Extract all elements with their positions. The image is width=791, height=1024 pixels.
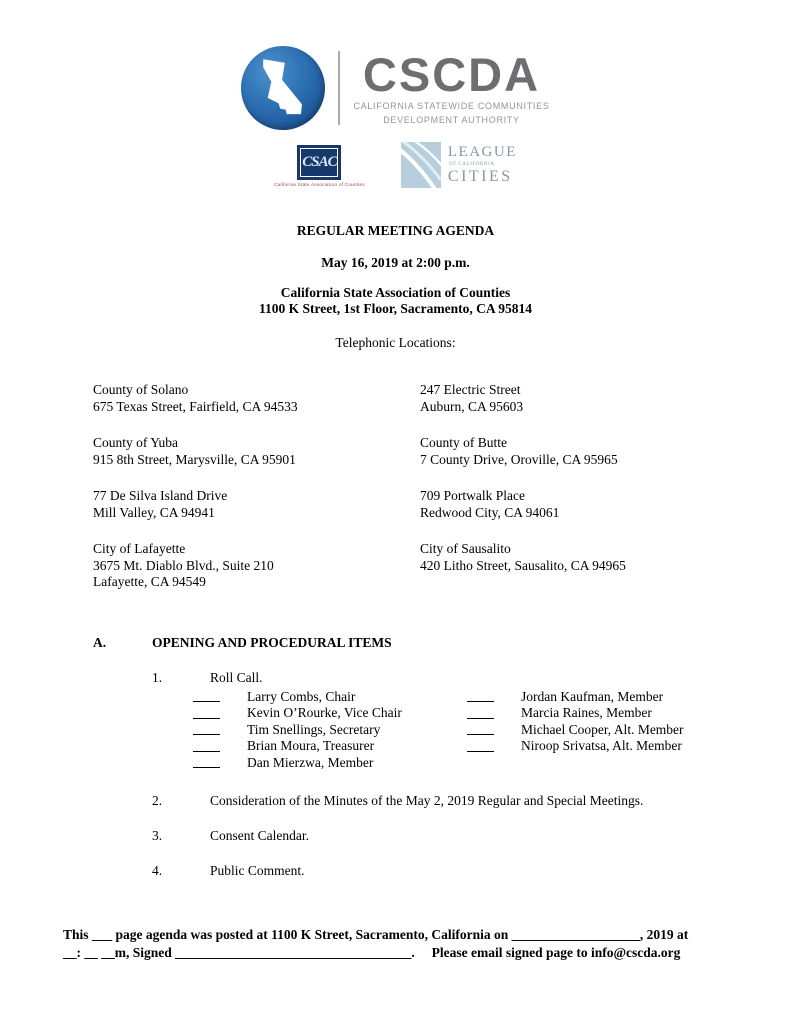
- agenda-item-3: [93, 828, 791, 844]
- rollcall-name: Tim Snellings, Secretary: [247, 721, 381, 737]
- item-text: Consent Calendar.: [210, 828, 309, 843]
- roll-call-column-right: [467, 689, 684, 772]
- item-text: Consideration of the Minutes of the May 2, 2019 Regular and Special Meetings.: [210, 793, 644, 808]
- agenda-section: [93, 635, 791, 880]
- venue-address: 1100 K Street, 1st Floor, Sacramento, CA 95814: [259, 301, 532, 316]
- location-entry: [420, 382, 791, 415]
- rollcall-name: Brian Moura, Treasurer: [247, 738, 375, 753]
- footer-line1: This ___ page agenda was posted at 1100 K Street, Sacramento, California on ___________________, 2019 at: [63, 927, 689, 942]
- location-entry: [93, 435, 420, 468]
- location-entry: [93, 382, 420, 415]
- rollcall-name: Dan Mierzwa, Member: [247, 754, 374, 770]
- posting-footer: [63, 926, 688, 962]
- item-indent: [93, 863, 152, 879]
- league-of-california-cities-logo: [401, 142, 517, 188]
- league-line2: OF CALIFORNIA: [448, 162, 495, 167]
- section-title: OPENING AND PROCEDURAL ITEMS: [152, 634, 392, 650]
- item-indent: [93, 828, 152, 844]
- league-text: [448, 145, 517, 185]
- logo-subtitle-line2: DEVELOPMENT AUTHORITY: [383, 114, 520, 125]
- item-indent: [93, 793, 152, 809]
- agenda-item-2: [93, 793, 791, 809]
- location-entry: [420, 541, 791, 591]
- location-line: 77 De Silva Island Drive: [93, 488, 228, 503]
- location-line: 709 Portwalk Place: [420, 488, 525, 503]
- item-number: 3.: [152, 828, 163, 843]
- rollcall-name: Marcia Raines, Member: [521, 705, 652, 720]
- location-line: Lafayette, CA 94549: [93, 574, 206, 589]
- rollcall-name: Kevin O’Rourke, Vice Chair: [247, 705, 402, 720]
- csac-logo-border: [300, 148, 338, 177]
- location-line: County of Yuba: [93, 435, 178, 450]
- partner-logos: [0, 142, 791, 194]
- rollcall-blank: [193, 718, 220, 719]
- rollcall-blank: [193, 734, 220, 735]
- rollcall-blank: [467, 718, 494, 719]
- rollcall-blank: [193, 701, 220, 702]
- roll-call-row: [193, 722, 467, 739]
- roll-call-row: [193, 738, 467, 755]
- league-line3: CITIES: [447, 168, 513, 185]
- rollcall-blank: [193, 751, 220, 752]
- rollcall-name: Larry Combs, Chair: [247, 688, 356, 704]
- venue-name: California State Association of Counties: [280, 285, 511, 300]
- agenda-item-1: [93, 670, 791, 686]
- league-line1: LEAGUE: [447, 144, 517, 160]
- roll-call-row: [467, 705, 684, 722]
- meeting-datetime: May 16, 2019 at 2:00 p.m.: [321, 255, 470, 270]
- meeting-title: REGULAR MEETING AGENDA: [296, 223, 495, 238]
- agenda-item-4: [93, 863, 791, 879]
- telephonic-locations-label: Telephonic Locations:: [335, 335, 456, 350]
- roll-call-row: [193, 755, 467, 772]
- location-entry: [93, 541, 420, 591]
- item-number: 2.: [152, 793, 163, 808]
- roll-call-row: [467, 689, 684, 706]
- section-heading: [93, 635, 791, 651]
- csac-logo: [274, 145, 365, 187]
- location-line: County of Solano: [93, 382, 189, 397]
- telephonic-locations-list: [93, 382, 791, 591]
- logo-acronym: CSCDA: [362, 48, 541, 102]
- roll-call-row: [467, 738, 684, 755]
- cscda-logo: [0, 0, 791, 130]
- rollcall-name: Niroop Srivatsa, Alt. Member: [521, 738, 682, 753]
- roll-call-row: [193, 689, 467, 706]
- location-line: 915 8th Street, Marysville, CA 95901: [93, 451, 296, 467]
- rollcall-blank: [467, 701, 494, 702]
- location-line: 247 Electric Street: [420, 382, 521, 397]
- rollcall-blank: [467, 751, 494, 752]
- location-line: City of Sausalito: [420, 541, 511, 556]
- item-number: 4.: [152, 863, 163, 878]
- location-line: Mill Valley, CA 94941: [93, 504, 215, 520]
- location-entry: [420, 488, 791, 521]
- item-indent: [93, 670, 152, 686]
- roll-call-row: [193, 705, 467, 722]
- csac-caption: California State Association of Counties: [274, 182, 365, 187]
- logo-text: [353, 48, 550, 125]
- title-block: [0, 224, 791, 350]
- item-number: 1.: [152, 669, 163, 685]
- location-line: Redwood City, CA 94061: [420, 504, 560, 520]
- california-silhouette-icon: [256, 56, 310, 120]
- location-line: Auburn, CA 95603: [420, 398, 524, 414]
- location-line: County of Butte: [420, 435, 507, 450]
- location-line: 675 Texas Street, Fairfield, CA 94533: [93, 398, 298, 414]
- csac-logo-box: [297, 145, 341, 180]
- location-line: 3675 Mt. Diablo Blvd., Suite 210: [93, 557, 274, 573]
- rollcall-name: Jordan Kaufman, Member: [521, 688, 664, 704]
- roll-call-column-left: [193, 689, 467, 772]
- california-globe-icon: [241, 46, 325, 130]
- csac-acronym: CSAC: [302, 154, 337, 170]
- section-letter: A.: [93, 634, 107, 650]
- location-line: 420 Litho Street, Sausalito, CA 94965: [420, 557, 626, 573]
- rollcall-blank: [193, 767, 220, 768]
- league-swoosh-icon: [401, 142, 441, 188]
- rollcall-name: Michael Cooper, Alt. Member: [521, 721, 684, 737]
- item-text: Roll Call.: [210, 669, 263, 685]
- rollcall-blank: [467, 734, 494, 735]
- logo-divider: [338, 51, 340, 125]
- roll-call-row: [467, 722, 684, 739]
- logo-subtitle-line1: CALIFORNIA STATEWIDE COMMUNITIES: [353, 101, 550, 112]
- roll-call-list: [93, 689, 791, 772]
- footer-line2: __: __ __m, Signed ___________________________________. Please email signed page to info@cscda.org: [63, 945, 681, 960]
- location-entry: [420, 435, 791, 468]
- location-line: City of Lafayette: [93, 541, 186, 556]
- item-text: Public Comment.: [210, 863, 305, 878]
- location-entry: [93, 488, 420, 521]
- location-line: 7 County Drive, Oroville, CA 95965: [420, 451, 618, 467]
